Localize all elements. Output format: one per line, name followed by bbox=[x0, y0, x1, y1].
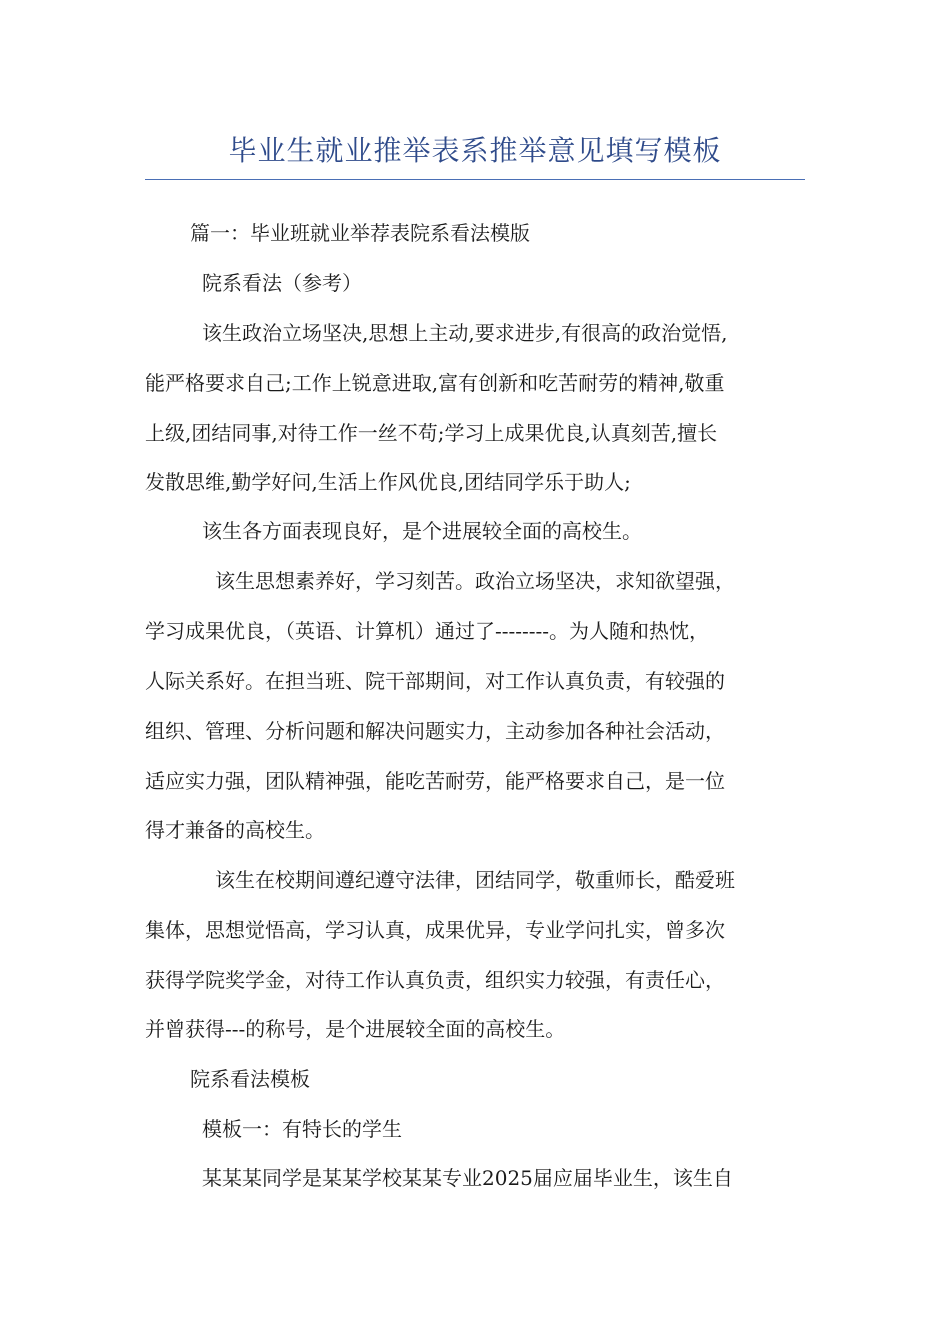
subheading-template-one: 模板一：有特长的学生 bbox=[202, 1117, 402, 1141]
section-heading-templates: 院系看法模板 bbox=[190, 1067, 310, 1091]
paragraph-line: 适应实力强，团队精神强，能吃苦耐劳，能严格要求自己，是一位 bbox=[145, 769, 725, 793]
paragraph-line: 并曾获得---的称号，是个进展较全面的高校生。 bbox=[145, 1017, 566, 1041]
paragraph-line: 人际关系好。在担当班、院干部期间，对工作认真负责，有较强的 bbox=[145, 669, 725, 693]
section-heading-part1: 篇一：毕业班就业举荐表院系看法模版 bbox=[190, 221, 530, 245]
paragraph-line: 上级,团结同事,对待工作一丝不苟;学习上成果优良,认真刻苦,擅长 bbox=[145, 421, 718, 445]
paragraph-line: 学习成果优良，（英语、计算机）通过了--------。为人随和热忱， bbox=[145, 619, 710, 643]
paragraph-line: 能严格要求自己;工作上锐意进取,富有创新和吃苦耐劳的精神,敬重 bbox=[145, 371, 725, 395]
paragraph-line: 获得学院奖学金，对待工作认真负责，组织实力较强，有责任心， bbox=[145, 968, 725, 992]
paragraph-line: 发散思维,勤学好问,生活上作风优良,团结同学乐于助人; bbox=[145, 470, 631, 494]
paragraph-line: 集体，思想觉悟高，学习认真，成果优异，专业学问扎实，曾多次 bbox=[145, 918, 725, 942]
paragraph-line: 某某某同学是某某学校某某专业2025届应届毕业生，该生自 bbox=[202, 1166, 733, 1190]
paragraph-line: 该生在校期间遵纪遵守法律，团结同学，敬重师长，酷爱班 bbox=[215, 868, 735, 892]
paragraph-line: 得才兼备的高校生。 bbox=[145, 818, 325, 842]
subheading-reference: 院系看法（参考） bbox=[202, 271, 362, 295]
title-underline bbox=[145, 179, 805, 180]
paragraph-line: 该生各方面表现良好，是个进展较全面的高校生。 bbox=[202, 519, 642, 543]
document-title: 毕业生就业推举表系推举意见填写模板 bbox=[228, 134, 722, 167]
paragraph-line: 组织、管理、分析问题和解决问题实力，主动参加各种社会活动， bbox=[145, 719, 725, 743]
paragraph-line: 该生政治立场坚决,思想上主动,要求进步,有很高的政治觉悟, bbox=[202, 321, 728, 345]
paragraph-line: 该生思想素养好，学习刻苦。政治立场坚决，求知欲望强， bbox=[215, 569, 735, 593]
